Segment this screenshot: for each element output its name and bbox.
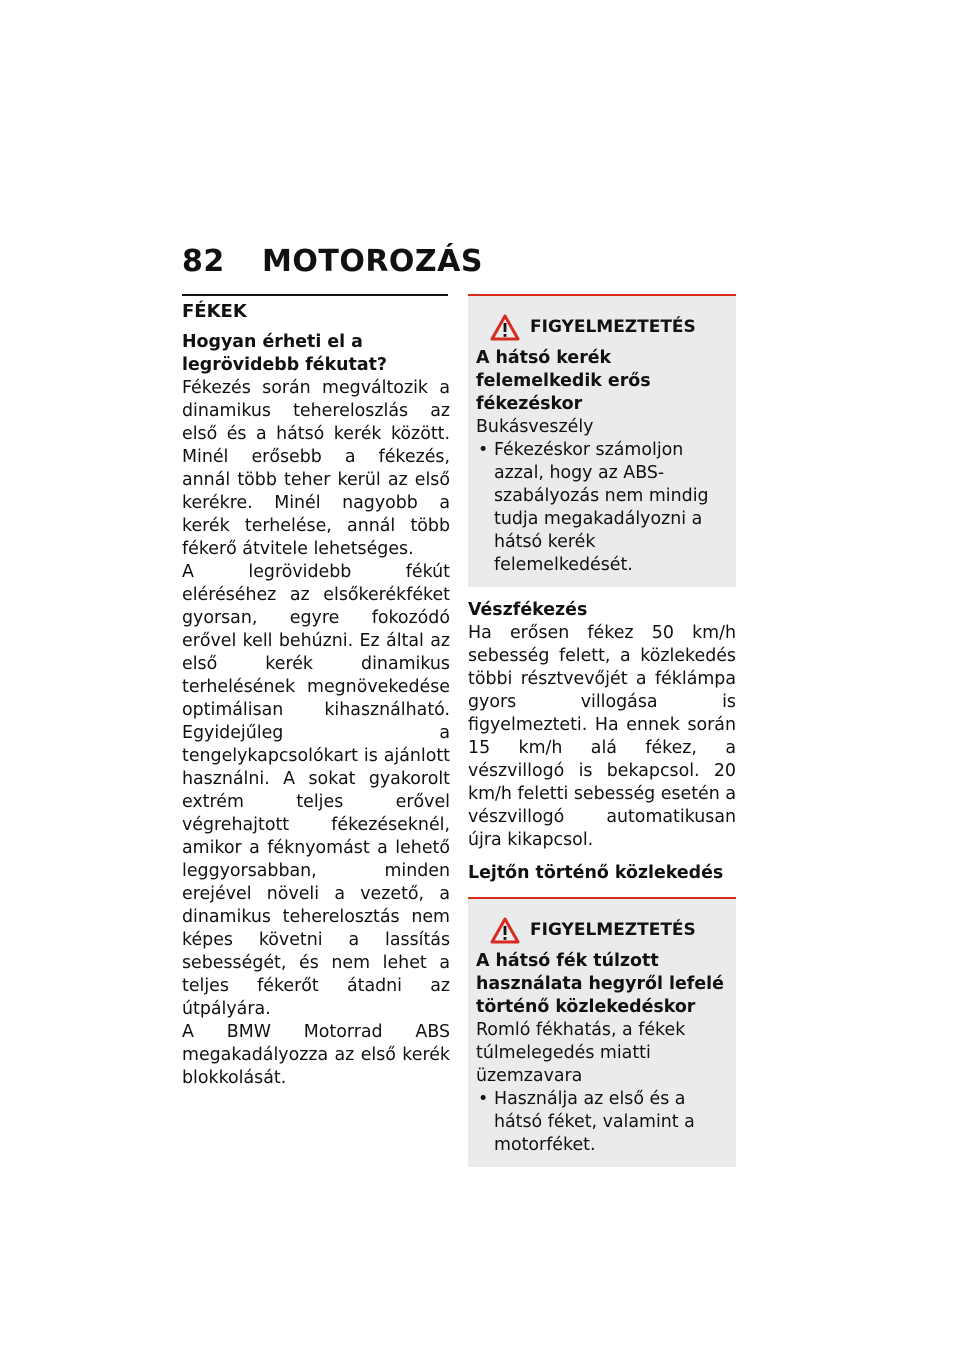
- emergency-heading: Vészfékezés: [468, 600, 588, 620]
- warning-list: [476, 1088, 728, 1157]
- warning-label: FIGYELMEZTETÉS: [530, 317, 696, 337]
- downhill-heading: Lejtőn történő közlekedés: [468, 863, 724, 883]
- paragraph-3: A BMW Motorrad ABS megakadályozza az első kerék blokkolását.: [182, 1022, 450, 1088]
- emergency-text: Ha erősen fékez 50 km/h sebesség felett, a közlekedés többi résztvevőjét a féklámpa gyors villogása is figyelmezteti. Ha ennek során 15 km/h alá fékez, a vészvillogó is bekapcsol. 20 km/h feletti sebesség esetén a vészvillogó automatikusan újra kikapcsol.: [468, 623, 736, 850]
- page-number: 82: [182, 244, 225, 279]
- warning-bullet: • Fékezéskor számoljon azzal, hogy az ABS-szabályozás nem mindig tudja megakadályozni a hátsó kerék felemelkedését.: [476, 439, 728, 577]
- paragraph-1: Fékezés során megváltozik a dinamikus tehereloszlás az első és a hátsó kerék között. Minél erősebb a fékezés, annál több teher kerül az első kerékre. Minél nagyobb a kerék terhelése, annál több fékerő átvitele lehetséges.: [182, 378, 450, 559]
- left-column: [182, 300, 450, 1090]
- section-title: FÉKEK: [182, 301, 247, 322]
- warning-text: Bukásveszély: [476, 417, 594, 437]
- right-column: [468, 294, 736, 1167]
- warning-list: [476, 439, 728, 577]
- warning-box-rear-wheel: [468, 294, 736, 587]
- warning-triangle-icon: [490, 917, 520, 944]
- question-heading: Hogyan érheti el a legrövidebb fékutat?: [182, 332, 387, 375]
- warning-header: [490, 314, 728, 341]
- paragraph-2: A legrövidebb fékút eléréséhez az elsőkerékféket gyorsan, egyre fokozódó erővel kell behúzni. Ez által az első kerék dinamikus terhelésének megnövekedése optimálisan kihasználható. Egyidejűleg a tengelykapcsolókart is ajánlott használni. A sokat gyakorolt extrém teljes erővel végrehajtott fékezéseknél, amikor a féknyomást a lehető leggyorsabban, minden erejével növeli a vezető, a dinamikus teherelosztás nem képes követni a lassítás sebességét, és nem lehet a teljes fékerőt átadni az útpályára.: [182, 562, 450, 1019]
- warning-title: A hátsó kerék felemelkedik erős fékezéskor: [476, 348, 651, 414]
- warning-text: Romló fékhatás, a fékek túlmelegedés miatti üzemzavara: [476, 1020, 686, 1086]
- warning-triangle-icon: [490, 314, 520, 341]
- page-header: [182, 244, 483, 279]
- warning-label: FIGYELMEZTETÉS: [530, 920, 696, 940]
- warning-title: A hátsó fék túlzott használata hegyről lefelé történő közlekedéskor: [476, 951, 724, 1017]
- chapter-title: MOTOROZÁS: [262, 244, 484, 279]
- warning-bullet: • Használja az első és a hátsó féket, valamint a motorféket.: [476, 1088, 728, 1157]
- header-rule: [182, 294, 448, 296]
- warning-box-downhill: [468, 897, 736, 1167]
- warning-header: [490, 917, 728, 944]
